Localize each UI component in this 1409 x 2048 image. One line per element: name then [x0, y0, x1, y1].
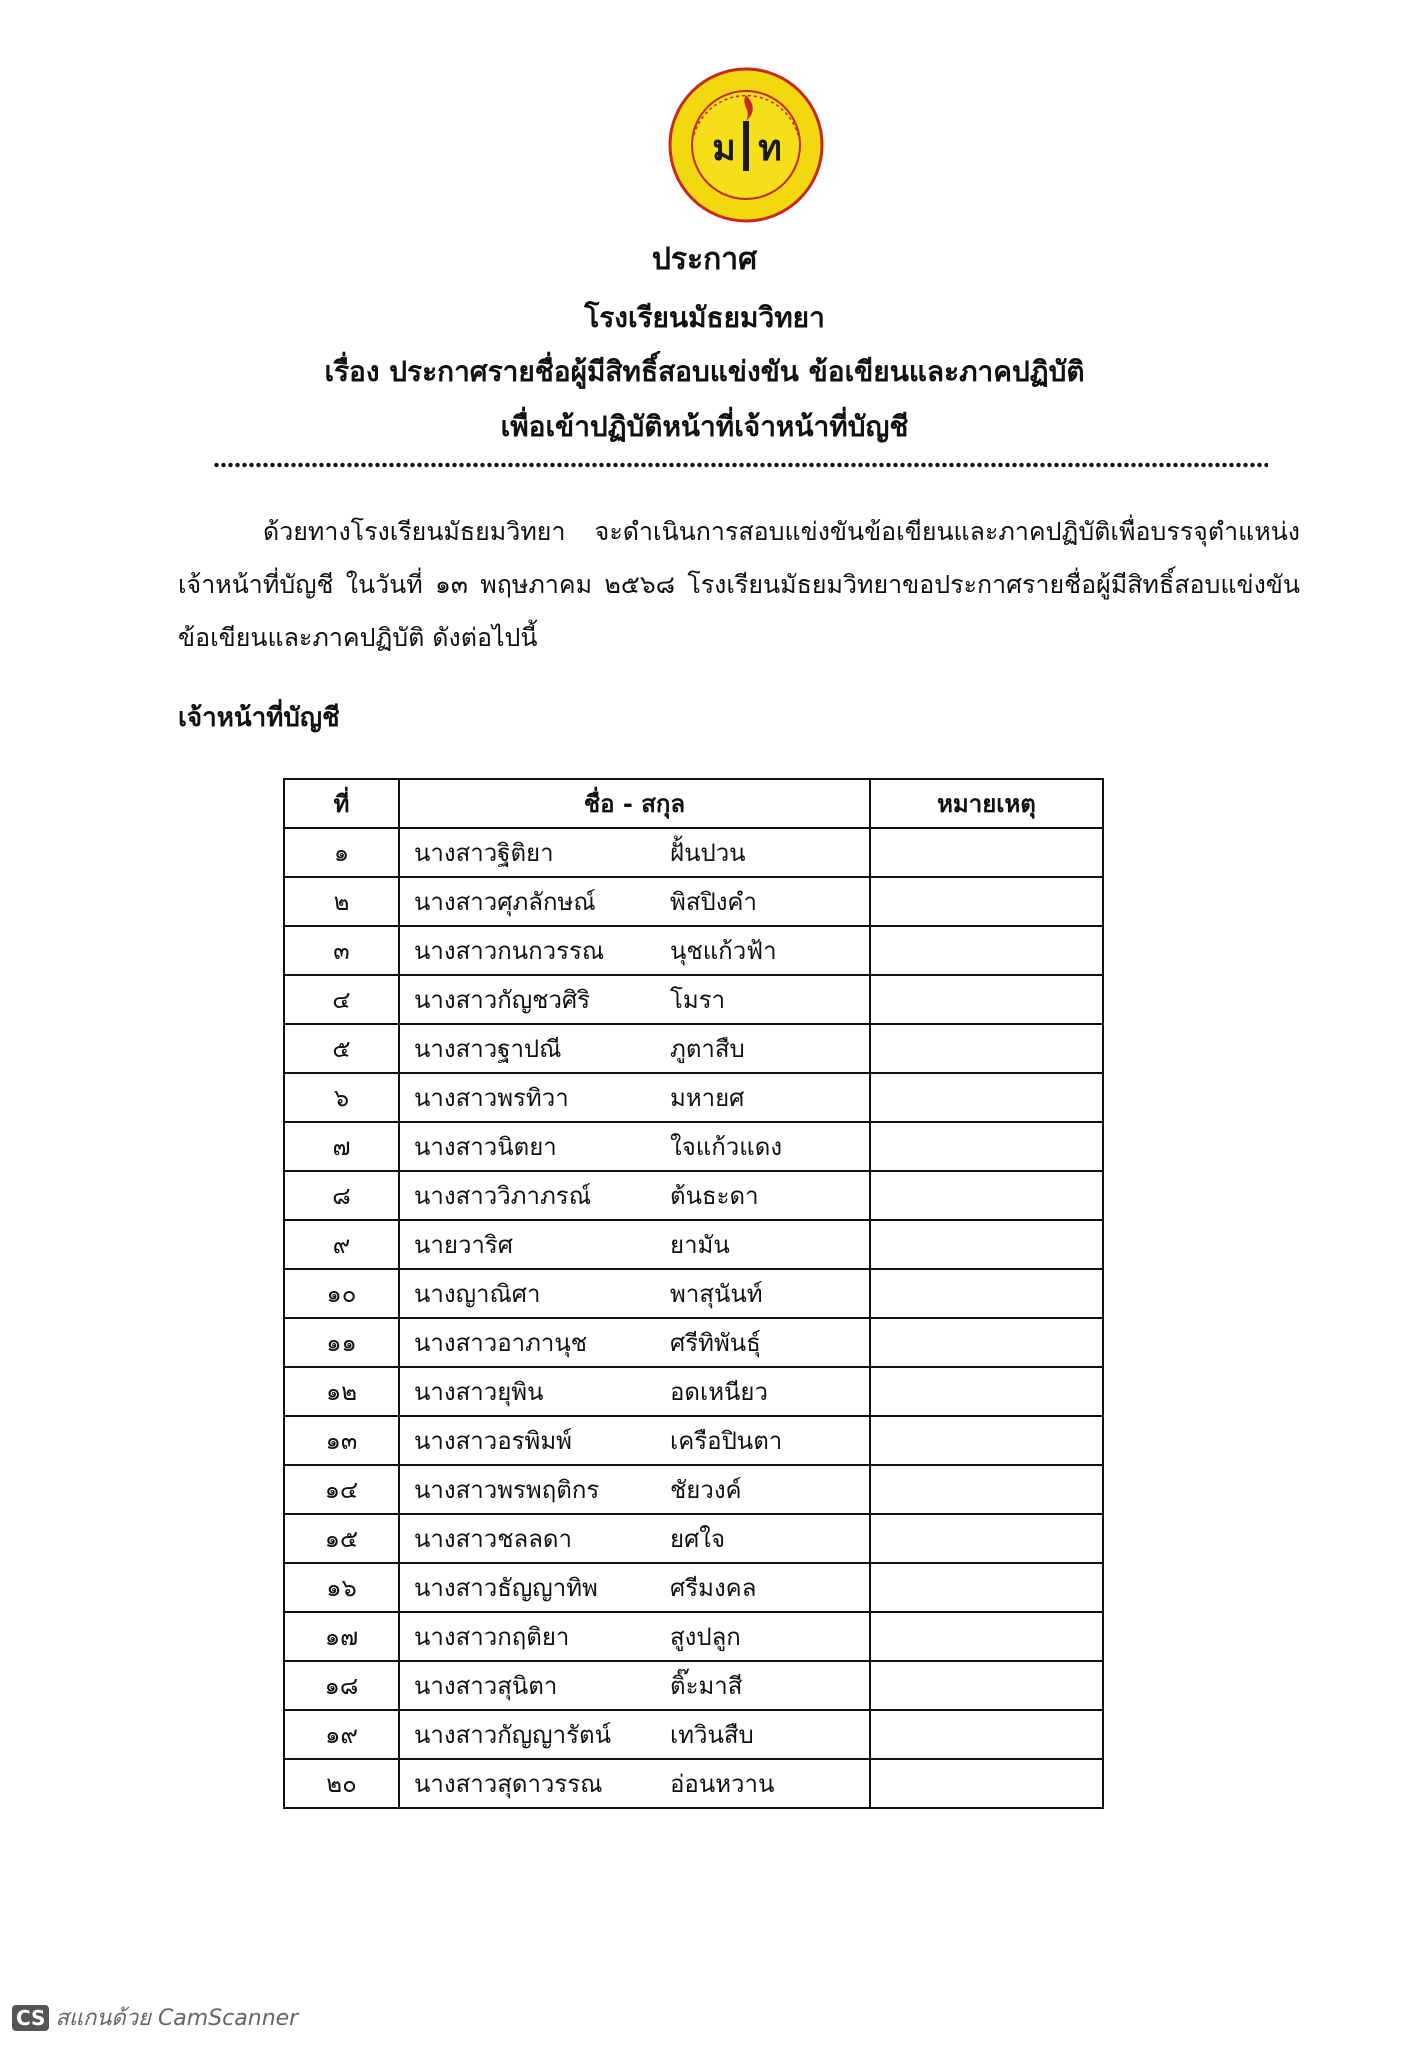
- row-fullname: [399, 1024, 870, 1073]
- row-remark: [870, 1612, 1103, 1661]
- table-row: [284, 1220, 1103, 1269]
- scanner-watermark: [12, 2000, 298, 2035]
- first-name: นางสาวยุพิน: [414, 1378, 544, 1406]
- last-name: ยามัน: [670, 1231, 730, 1259]
- announcement-title: ประกาศ: [651, 242, 758, 277]
- first-name: นางสาวกัญชวศิริ: [414, 986, 591, 1014]
- last-name: ชัยวงค์: [670, 1476, 742, 1504]
- row-number: ๙: [284, 1220, 399, 1269]
- row-fullname: [399, 828, 870, 877]
- row-remark: [870, 975, 1103, 1024]
- row-number: ๒: [284, 877, 399, 926]
- last-name: นุชแก้วฟ้า: [670, 937, 777, 965]
- camscanner-logo-icon: CS: [12, 2005, 49, 2031]
- table-row: [284, 1024, 1103, 1073]
- row-number: ๖: [284, 1073, 399, 1122]
- first-name: นางสาวนิตยา: [414, 1133, 557, 1161]
- announcement-subject: เรื่อง ประกาศรายชื่อผู้มีสิทธิ์สอบแข่งขัน ข้อเขียนและภาคปฏิบัติ: [324, 355, 1085, 388]
- row-fullname: [399, 1514, 870, 1563]
- row-fullname: [399, 926, 870, 975]
- table-row: [284, 1514, 1103, 1563]
- first-name: นางสาวชลลดา: [414, 1525, 572, 1553]
- last-name: พาสุนันท์: [670, 1280, 763, 1308]
- school-emblem-svg: [666, 65, 826, 225]
- row-remark: [870, 1367, 1103, 1416]
- row-fullname: [399, 1710, 870, 1759]
- table-row: [284, 1759, 1103, 1808]
- row-remark: [870, 877, 1103, 926]
- row-remark: [870, 1563, 1103, 1612]
- table-row: [284, 1416, 1103, 1465]
- row-number: ๑๐: [284, 1269, 399, 1318]
- table-row: [284, 1367, 1103, 1416]
- fullname-wrap: [400, 1176, 869, 1215]
- row-fullname: [399, 1416, 870, 1465]
- last-name: โมรา: [670, 986, 726, 1014]
- first-name: นางสาวฐิติยา: [414, 839, 554, 867]
- fullname-wrap: [400, 1568, 869, 1607]
- row-number: ๗: [284, 1122, 399, 1171]
- fullname-wrap: [400, 1078, 869, 1117]
- announcement-purpose: เพื่อเข้าปฏิบัติหน้าที่เจ้าหน้าที่บัญชี: [500, 410, 909, 443]
- first-name: นางสาวพรทิวา: [414, 1084, 569, 1112]
- table-row: [284, 975, 1103, 1024]
- school-emblem-icon: [666, 65, 826, 225]
- fullname-wrap: [400, 1715, 869, 1754]
- row-number: ๘: [284, 1171, 399, 1220]
- table-row: [284, 1269, 1103, 1318]
- fullname-wrap: [400, 1470, 869, 1509]
- last-name: เทวินสืบ: [670, 1721, 754, 1749]
- intro-paragraph: ด้วยทางโรงเรียนมัธยมวิทยา จะดำเนินการสอบแข่งขันข้อเขียนและภาคปฏิบัติเพื่อบรรจุตำแหน่งเจ้าหน้าที่บัญชี ในวันที่ ๑๓ พฤษภาคม ๒๕๖๘ โรงเรียนมัธยมวิทยาขอประกาศรายชื่อผู้มีสิทธิ์สอบแข่งขันข้อเขียนและภาคปฏิบัติ ดังต่อไปนี้: [178, 517, 1300, 652]
- table-row: [284, 1122, 1103, 1171]
- last-name: ศรีทิพันธุ์: [670, 1329, 761, 1357]
- row-number: ๑๙: [284, 1710, 399, 1759]
- first-name: นายวาริศ: [414, 1231, 514, 1259]
- first-name: นางญาณิศา: [414, 1280, 541, 1308]
- last-name: ฝั้นปวน: [670, 839, 746, 867]
- row-fullname: [399, 1759, 870, 1808]
- first-name: นางสาวกฤติยา: [414, 1623, 570, 1651]
- last-name: ศรีมงคล: [670, 1574, 757, 1602]
- row-remark: [870, 1318, 1103, 1367]
- row-fullname: [399, 1171, 870, 1220]
- last-name: สูงปลูก: [670, 1623, 741, 1651]
- first-name: นางสาวพรพฤติกร: [414, 1476, 600, 1504]
- fullname-wrap: [400, 1372, 869, 1411]
- row-fullname: [399, 1612, 870, 1661]
- header-number: ที่: [284, 779, 399, 828]
- row-remark: [870, 1220, 1103, 1269]
- svg-text:ท: ท: [758, 128, 782, 169]
- table-row: [284, 1073, 1103, 1122]
- row-remark: [870, 1024, 1103, 1073]
- row-fullname: [399, 1318, 870, 1367]
- fullname-wrap: [400, 1225, 869, 1264]
- row-number: ๑๔: [284, 1465, 399, 1514]
- row-number: ๑๗: [284, 1612, 399, 1661]
- fullname-wrap: [400, 1519, 869, 1558]
- row-remark: [870, 1269, 1103, 1318]
- fullname-wrap: [400, 1274, 869, 1313]
- fullname-wrap: [400, 1323, 869, 1362]
- first-name: นางสาวอรพิมพ์: [414, 1427, 572, 1455]
- last-name: มหายศ: [670, 1084, 745, 1112]
- row-remark: [870, 1710, 1103, 1759]
- row-remark: [870, 828, 1103, 877]
- table-row: [284, 1465, 1103, 1514]
- fullname-wrap: [400, 882, 869, 921]
- table-header-row: [284, 779, 1103, 828]
- table-row: [284, 877, 1103, 926]
- first-name: นางสาวสุนิตา: [414, 1672, 558, 1700]
- fullname-wrap: [400, 1764, 869, 1803]
- header-remark: หมายเหตุ: [870, 779, 1103, 828]
- section-label: เจ้าหน้าที่บัญชี: [178, 703, 340, 733]
- row-remark: [870, 1122, 1103, 1171]
- row-remark: [870, 1171, 1103, 1220]
- row-number: ๑๕: [284, 1514, 399, 1563]
- last-name: ต้นธะดา: [670, 1182, 759, 1210]
- row-remark: [870, 1073, 1103, 1122]
- table-row: [284, 1318, 1103, 1367]
- row-number: ๓: [284, 926, 399, 975]
- row-fullname: [399, 1367, 870, 1416]
- row-number: ๔: [284, 975, 399, 1024]
- row-remark: [870, 926, 1103, 975]
- last-name: อ่อนหวาน: [670, 1770, 775, 1798]
- fullname-wrap: [400, 833, 869, 872]
- first-name: นางสาวฐาปณี: [414, 1035, 562, 1063]
- table-body: [284, 828, 1103, 1808]
- fullname-wrap: [400, 1666, 869, 1705]
- table-row: [284, 1171, 1103, 1220]
- row-remark: [870, 1759, 1103, 1808]
- row-number: ๑๖: [284, 1563, 399, 1612]
- row-number: ๒๐: [284, 1759, 399, 1808]
- fullname-wrap: [400, 1617, 869, 1656]
- header-name: ชื่อ - สกุล: [399, 779, 870, 828]
- row-fullname: [399, 1220, 870, 1269]
- row-fullname: [399, 1661, 870, 1710]
- row-number: ๑๑: [284, 1318, 399, 1367]
- fullname-wrap: [400, 1029, 869, 1068]
- row-fullname: [399, 1563, 870, 1612]
- row-number: ๑๒: [284, 1367, 399, 1416]
- candidate-table: [283, 778, 1104, 1809]
- last-name: ยศใจ: [670, 1525, 726, 1553]
- last-name: ติ๊ะมาสี: [670, 1672, 743, 1700]
- row-remark: [870, 1514, 1103, 1563]
- table-row: [284, 1563, 1103, 1612]
- row-number: ๕: [284, 1024, 399, 1073]
- row-fullname: [399, 1269, 870, 1318]
- first-name: นางสาวศุภลักษณ์: [414, 888, 596, 916]
- row-remark: [870, 1416, 1103, 1465]
- table-row: [284, 1612, 1103, 1661]
- scanner-watermark-text: สแกนด้วย CamScanner: [55, 2006, 299, 2031]
- row-number: ๑๓: [284, 1416, 399, 1465]
- first-name: นางสาวอาภานุช: [414, 1329, 588, 1357]
- school-name: โรงเรียนมัธยมวิทยา: [584, 301, 825, 334]
- last-name: พิสปิงคำ: [670, 888, 757, 916]
- row-number: ๑: [284, 828, 399, 877]
- last-name: ภูตาสืบ: [670, 1035, 745, 1063]
- row-fullname: [399, 877, 870, 926]
- last-name: ใจแก้วแดง: [670, 1133, 783, 1161]
- first-name: นางสาวกนกวรรณ: [414, 937, 605, 965]
- table-row: [284, 1661, 1103, 1710]
- fullname-wrap: [400, 980, 869, 1019]
- first-name: นางสาววิภาภรณ์: [414, 1182, 591, 1210]
- table-row: [284, 828, 1103, 877]
- row-remark: [870, 1661, 1103, 1710]
- dotted-divider: [213, 460, 1268, 470]
- row-number: ๑๘: [284, 1661, 399, 1710]
- row-fullname: [399, 1122, 870, 1171]
- first-name: นางสาวกัญญารัตน์: [414, 1721, 611, 1749]
- first-name: นางสาวสุดาวรรณ: [414, 1770, 603, 1798]
- table-row: [284, 926, 1103, 975]
- table-row: [284, 1710, 1103, 1759]
- fullname-wrap: [400, 1421, 869, 1460]
- fullname-wrap: [400, 931, 869, 970]
- last-name: อดเหนียว: [670, 1378, 768, 1406]
- row-remark: [870, 1465, 1103, 1514]
- first-name: นางสาวธัญญาทิพ: [414, 1574, 598, 1602]
- row-fullname: [399, 1465, 870, 1514]
- last-name: เครือปินตา: [670, 1427, 783, 1455]
- svg-text:ม: ม: [712, 128, 736, 169]
- row-fullname: [399, 1073, 870, 1122]
- fullname-wrap: [400, 1127, 869, 1166]
- row-fullname: [399, 975, 870, 1024]
